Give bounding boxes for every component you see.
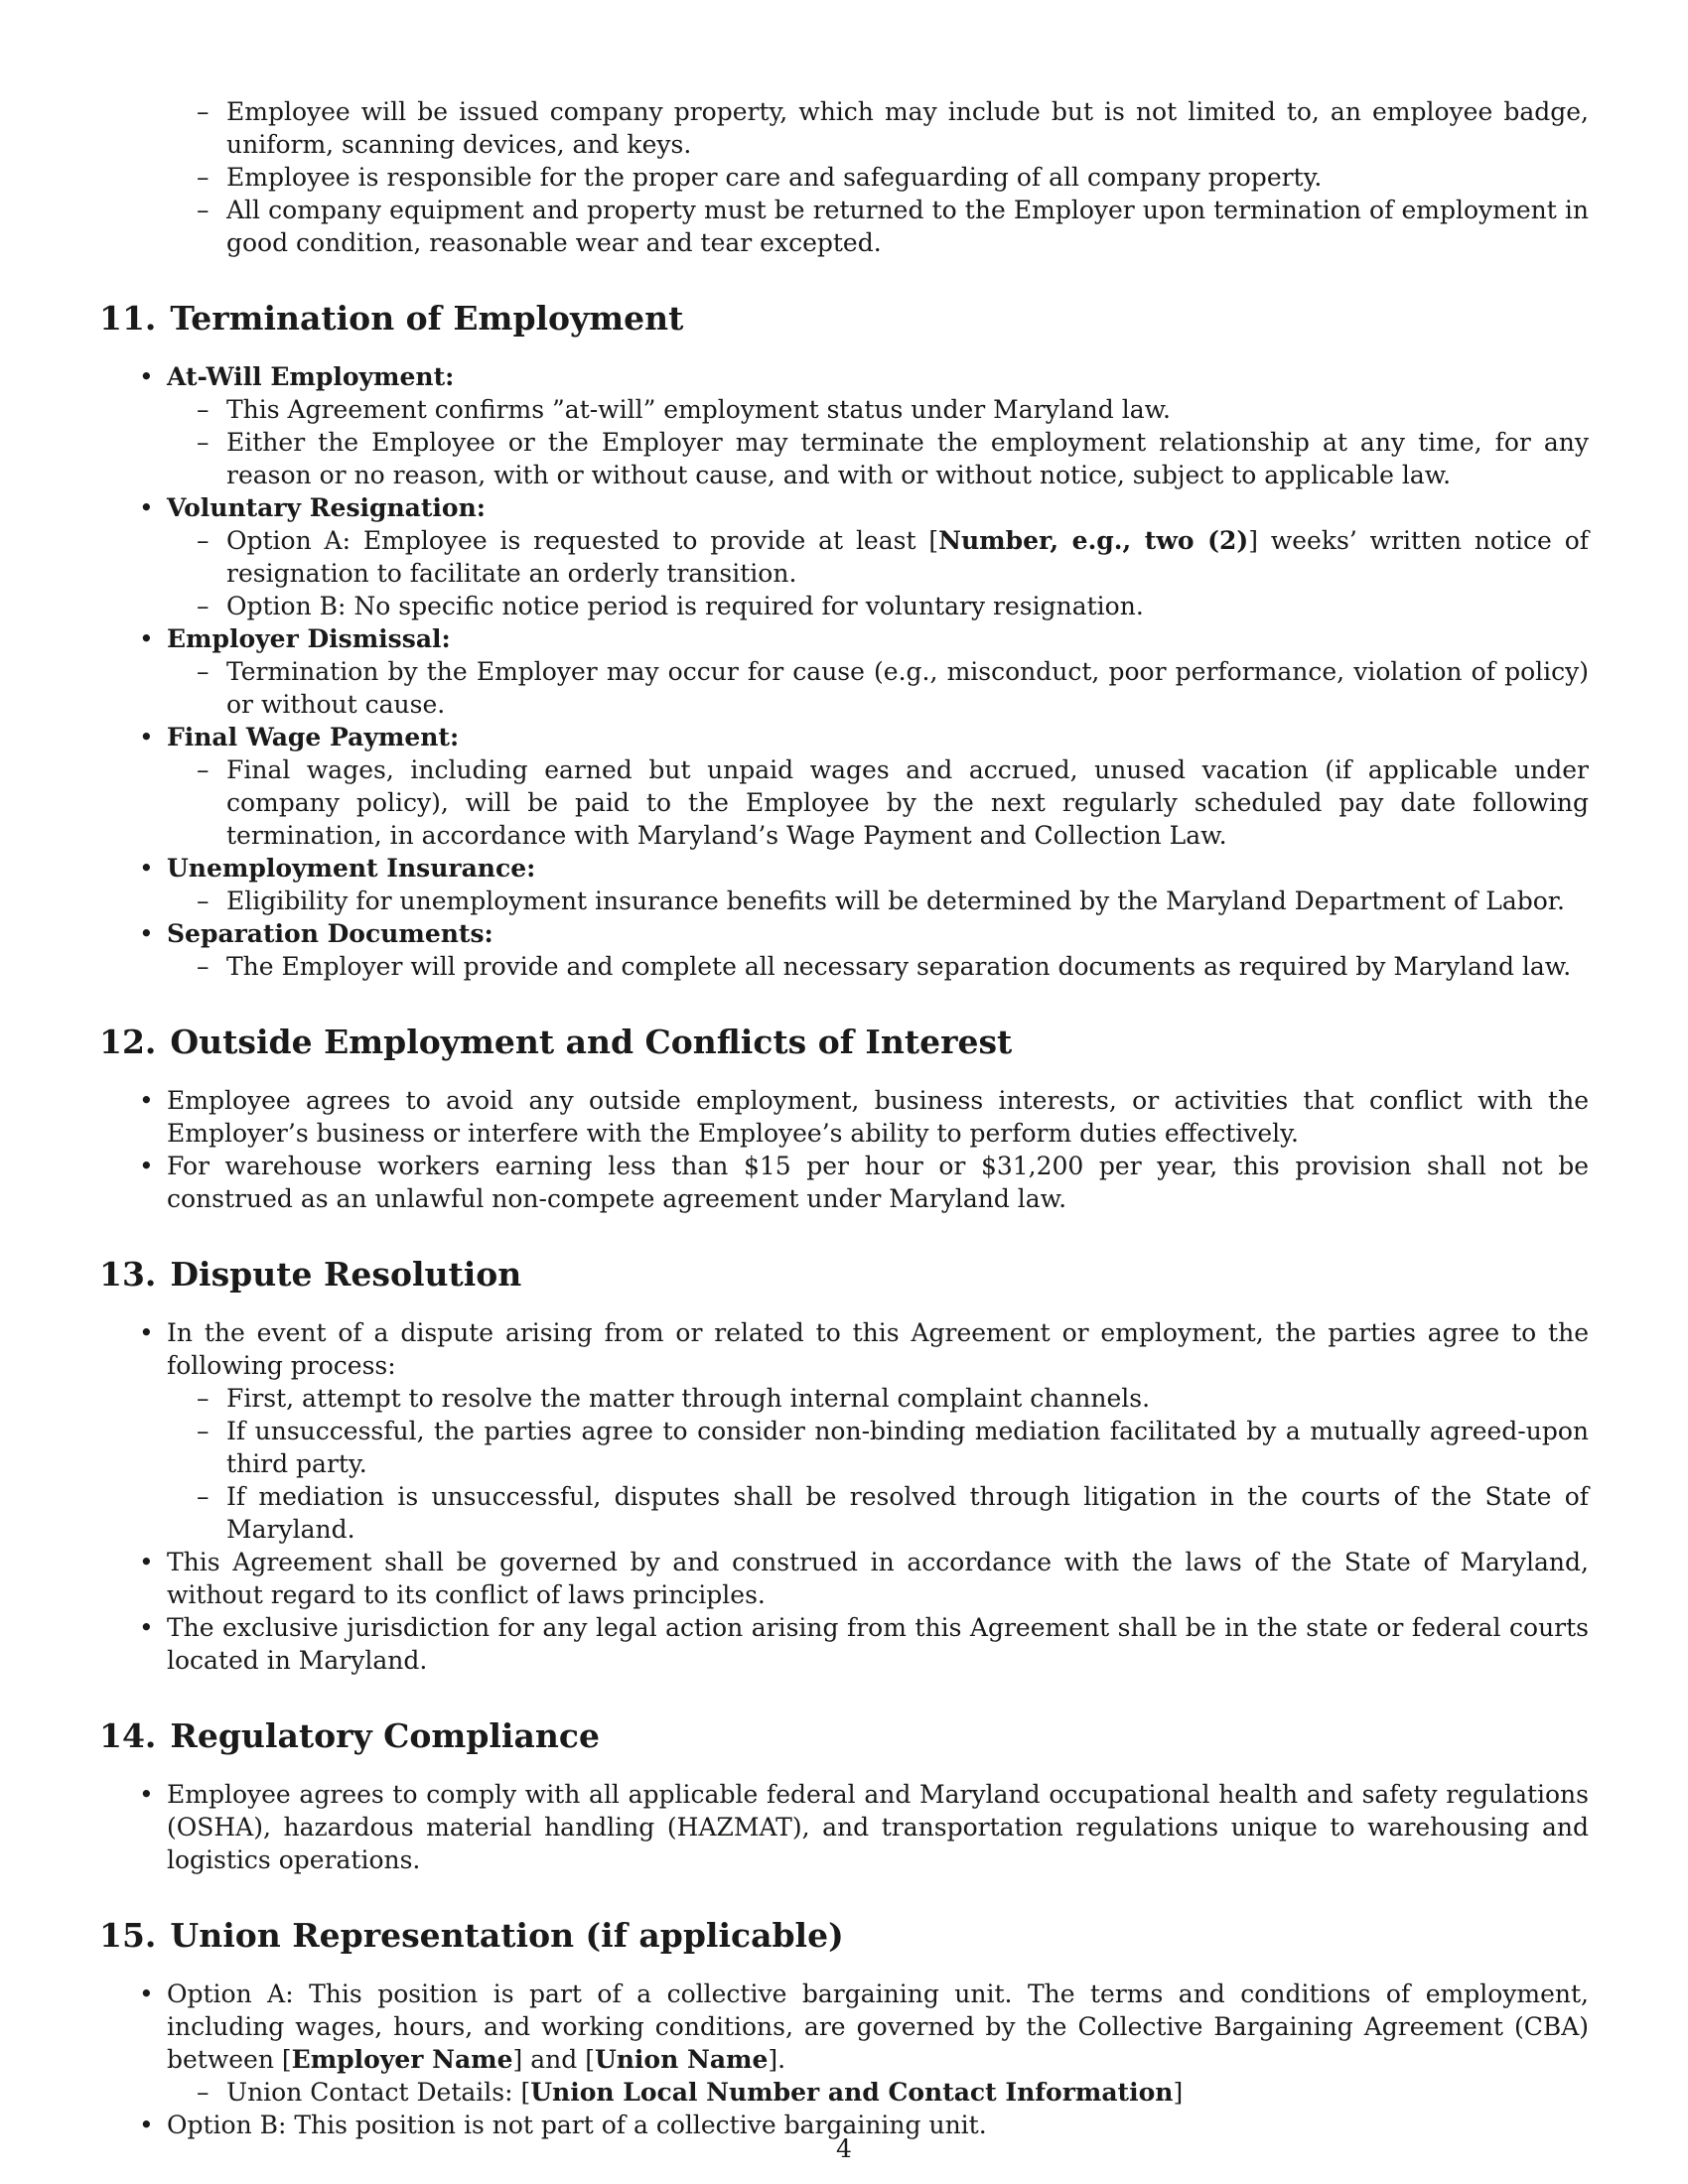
- list-item: [99, 917, 1589, 950]
- list-item: – If unsuccessful, the parties agree to consider non-binding mediation facilitated by a mutually agreed-upon third party.: [99, 1415, 1589, 1480]
- text: ] weeks’ written notice of resignation to facilitate an orderly transition.: [226, 526, 1589, 588]
- list-item: – Option B: No specific notice period is required for voluntary resignation.: [99, 590, 1589, 622]
- section-heading-14: [99, 1716, 1589, 1756]
- list-item: • Employee agrees to avoid any outside employment, business interests, or activities that conflict with the Employer’s business or interfere with the Employee’s ability to perform duties effectively.: [99, 1084, 1589, 1150]
- list-item: • Employee agrees to comply with all applicable federal and Maryland occupational health and safety regulations (OSHA), hazardous material handling (HAZMAT), and transportation regulations unique to warehousing and logistics operations.: [99, 1778, 1589, 1876]
- section-heading-15: [99, 1916, 1589, 1956]
- list-item: • Option B: This position is not part of a collective bargaining unit.: [99, 2109, 1589, 2141]
- placeholder-text: Union Name: [594, 2045, 769, 2074]
- list-item: [99, 622, 1589, 655]
- text: Option A: This position is part of a collective bargaining unit. The terms and conditions of employment, including wages, hours, and working conditions, are governed by the Collective Bargaining Agreement (CBA) between [: [167, 1979, 1589, 2074]
- section-heading-12: [99, 1023, 1589, 1062]
- section-number: 15.: [99, 1916, 157, 1955]
- placeholder-text: Union Local Number and Contact Information: [530, 2078, 1174, 2107]
- list-item: – Termination by the Employer may occur for cause (e.g., misconduct, poor performance, violation of policy) or without cause.: [99, 655, 1589, 721]
- item-label: Employer Dismissal:: [167, 624, 451, 653]
- list-item: [99, 2076, 1589, 2109]
- text: ]: [1173, 2078, 1184, 2107]
- text: Option A: Employee is requested to provide at least [: [226, 526, 939, 555]
- placeholder-text: Employer Name: [291, 2045, 513, 2074]
- list-item: • For warehouse workers earning less than $15 per hour or $31,200 per year, this provision shall not be construed as an unlawful non-compete agreement under Maryland law.: [99, 1150, 1589, 1215]
- section-number: 13.: [99, 1255, 157, 1294]
- section-number: 12.: [99, 1023, 157, 1061]
- list-item: – All company equipment and property must be returned to the Employer upon termination of employment in good condition, reasonable wear and tear excepted.: [99, 194, 1589, 259]
- page-number: 4: [836, 2134, 852, 2163]
- section-heading-13: [99, 1255, 1589, 1295]
- list-item: • The exclusive jurisdiction for any legal action arising from this Agreement shall be in the state or federal courts located in Maryland.: [99, 1611, 1589, 1677]
- list-item: – Either the Employee or the Employer may terminate the employment relationship at any time, for any reason or no reason, with or without cause, and with or without notice, subject to applicable law.: [99, 426, 1589, 491]
- list-item: – The Employer will provide and complete all necessary separation documents as required by Maryland law.: [99, 950, 1589, 983]
- item-label: At-Will Employment:: [167, 362, 455, 391]
- section-title: Dispute Resolution: [170, 1255, 522, 1294]
- list-item: [99, 360, 1589, 393]
- text: ] and [: [512, 2045, 595, 2074]
- list-item: [99, 1978, 1589, 2076]
- list-item: [99, 852, 1589, 885]
- list-item: – This Agreement confirms ”at-will” employment status under Maryland law.: [99, 393, 1589, 426]
- item-label: Separation Documents:: [167, 919, 493, 948]
- section-number: 11.: [99, 299, 157, 338]
- list-item: • This Agreement shall be governed by and construed in accordance with the laws of the State of Maryland, without regard to its conflict of laws principles.: [99, 1546, 1589, 1611]
- list-item: – Employee is responsible for the proper care and safeguarding of all company property.: [99, 161, 1589, 194]
- list-item: [99, 524, 1589, 590]
- item-label: Voluntary Resignation:: [167, 493, 487, 522]
- item-label: Unemployment Insurance:: [167, 854, 536, 883]
- section-title: Outside Employment and Conflicts of Interest: [170, 1023, 1013, 1061]
- list-item: – Eligibility for unemployment insurance benefits will be determined by the Maryland Department of Labor.: [99, 885, 1589, 917]
- placeholder-text: Number, e.g., two (2): [938, 526, 1249, 555]
- list-item: – If mediation is unsuccessful, disputes shall be resolved through litigation in the courts of the State of Maryland.: [99, 1480, 1589, 1546]
- list-item: – Employee will be issued company property, which may include but is not limited to, an employee badge, uniform, scanning devices, and keys.: [99, 95, 1589, 161]
- section-title: Regulatory Compliance: [170, 1716, 600, 1755]
- text: ].: [768, 2045, 786, 2074]
- list-item: • In the event of a dispute arising from or related to this Agreement or employment, the parties agree to the following process:: [99, 1316, 1589, 1382]
- item-label: Final Wage Payment:: [167, 723, 460, 751]
- section-heading-11: [99, 299, 1589, 339]
- list-item: – Final wages, including earned but unpaid wages and accrued, unused vacation (if applicable under company policy), will be paid to the Employee by the next regularly scheduled pay date following termination, in accordance with Maryland’s Wage Payment and Collection Law.: [99, 753, 1589, 852]
- document-page: [99, 95, 1589, 2141]
- section-title: Termination of Employment: [170, 299, 684, 338]
- list-item: [99, 491, 1589, 524]
- section-number: 14.: [99, 1716, 157, 1755]
- text: Union Contact Details: [: [226, 2078, 531, 2107]
- list-item: – First, attempt to resolve the matter through internal complaint channels.: [99, 1382, 1589, 1415]
- list-item: [99, 721, 1589, 753]
- section-title: Union Representation (if applicable): [170, 1916, 844, 1955]
